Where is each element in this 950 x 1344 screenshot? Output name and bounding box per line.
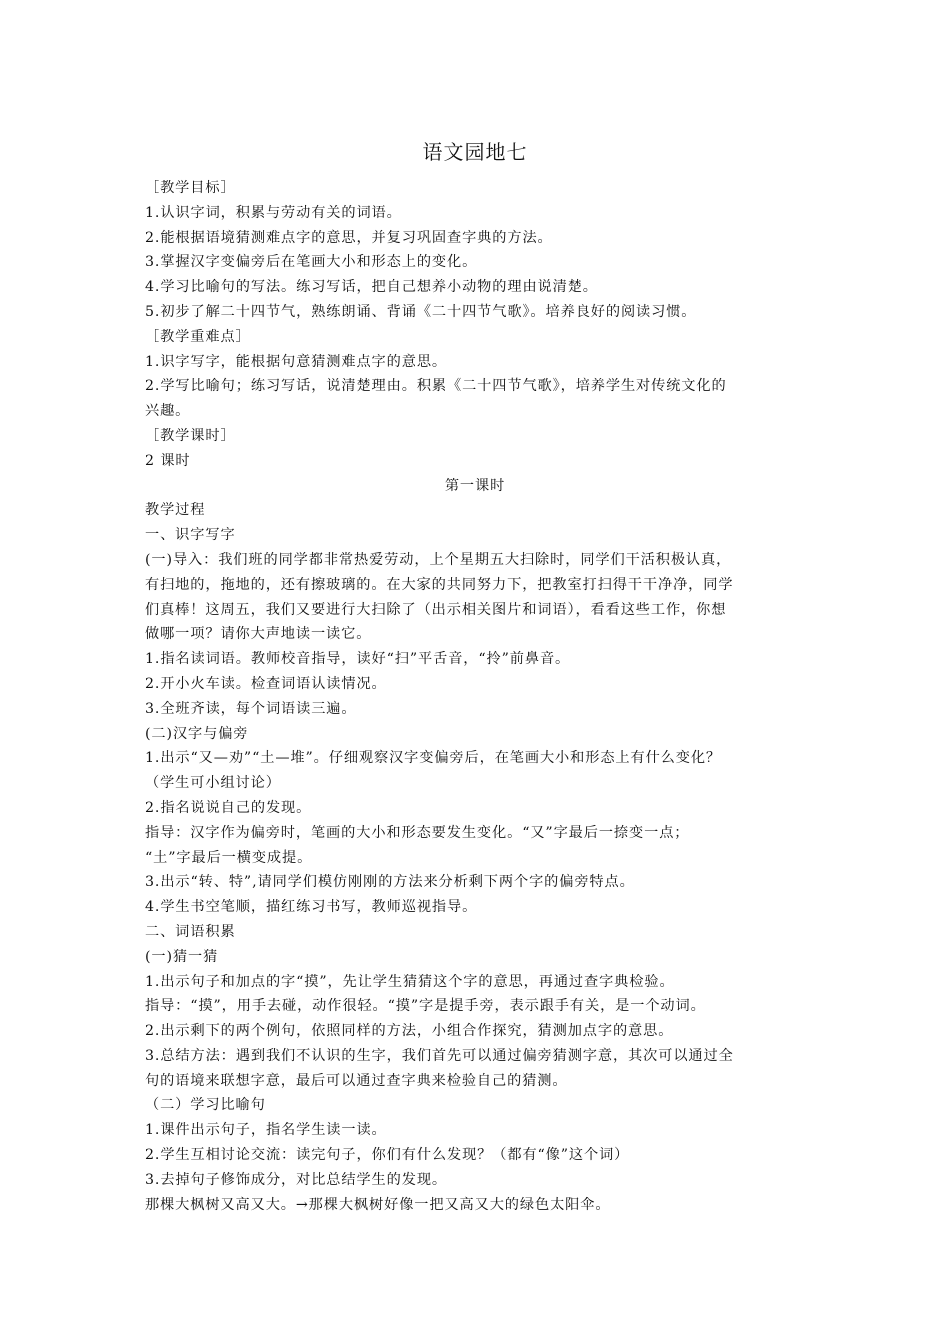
step-item: 1.出示“又—劝”“土—堆”。仔细观察汉字变偏旁后，在笔画大小和形态上有什么变化？ (145, 750, 722, 767)
step-item: 3.出示“转、特”,请同学们模仿刚刚的方法来分析剩下两个字的偏旁特点。 (145, 874, 635, 891)
process-heading: 教学过程 (145, 502, 206, 519)
guidance-line: 指导：汉字作为偏旁时，笔画的大小和形态要发生变化。“又”字最后一捺变一点； (145, 824, 690, 841)
key-point-item: 1.识字写字，能根据句意猜测难点字的意思。 (145, 353, 448, 370)
section-heading-teaching-goals: ［教学目标］ (145, 180, 236, 196)
paragraph-line: 们真棒！这周五，我们又要进行大扫除了（出示相关图片和词语），看看这些工作，你想 (145, 601, 727, 618)
goal-item: 4.学习比喻句的写法。练习写话，把自己想养小动物的理由说清楚。 (145, 279, 598, 296)
step-item: 3.总结方法：遇到我们不认识的生字，我们首先可以通过偏旁猜测字意，其次可以通过全 (145, 1047, 734, 1064)
step-item: 3.去掉句子修饰成分，对比总结学生的发现。 (145, 1171, 448, 1188)
step-item-continued: 句的语境来联想字意，最后可以通过查字典来检验自己的猜测。 (145, 1072, 568, 1089)
guidance-line: 指导：“摸”，用手去碰，动作很轻。“摸”字是提手旁，表示跟手有关，是一个动词。 (145, 998, 706, 1015)
document-title: 语文园地七 (422, 140, 528, 164)
step-item-continued: （学生可小组讨论） (145, 775, 281, 792)
step-item: 3.全班齐读，每个词语读三遍。 (145, 700, 357, 717)
part-heading: 一、识字写字 (145, 527, 236, 544)
section-heading-class-hours: ［教学课时］ (145, 427, 236, 444)
goal-item: 3.掌握汉字变偏旁后在笔画大小和形态上的变化。 (145, 254, 478, 271)
section-heading-key-points: ［教学重难点］ (145, 328, 251, 345)
step-item: 2.开小火车读。检查词语认读情况。 (145, 675, 387, 692)
document-body (145, 176, 825, 1217)
class-hours-value: 2 课时 (145, 452, 191, 469)
step-item: 1.指名读词语。教师校音指导，读好“扫”平舌音，“拎”前鼻音。 (145, 651, 571, 668)
key-point-item-continued: 兴趣。 (145, 403, 191, 420)
paragraph-line: 做哪一项？请你大声地读一读它。 (145, 626, 372, 643)
step-item: 2.指名说说自己的发现。 (145, 799, 312, 816)
guidance-line: “土”字最后一横变成提。 (145, 849, 313, 866)
step-item: 2.学生互相讨论交流：读完句子，你们有什么发现？（都有“像”这个词） (145, 1147, 630, 1164)
goal-item: 2.能根据语境猜测难点字的意思，并复习巩固查字典的方法。 (145, 229, 553, 246)
step-item: 1.课件出示句子，指名学生读一读。 (145, 1122, 387, 1139)
subsection-heading: (一)猜一猜 (145, 948, 219, 965)
goal-item: 1.认识字词，积累与劳动有关的词语。 (145, 204, 402, 221)
step-item: 1.出示句子和加点的字“摸”，先让学生猜猜这个字的意思，再通过查字典检验。 (145, 973, 675, 990)
paragraph-line: (一)导入：我们班的同学都非常热爱劳动，上个星期五大扫除时，同学们干活积极认真， (145, 551, 732, 568)
example-sentence: 那棵大枫树又高又大。→那棵大枫树好像一把又高又大的绿色太阳伞。 (145, 1196, 611, 1213)
subsection-heading: (二)汉字与偏旁 (145, 725, 249, 742)
lesson-heading: 第一课时 (444, 477, 506, 494)
step-item: 2.出示剩下的两个例句，依照同样的方法，小组合作探究，猜测加点字的意思。 (145, 1023, 674, 1040)
key-point-item: 2.学写比喻句；练习写话，说清楚理由。积累《二十四节气歌》，培养学生对传统文化的 (145, 378, 727, 395)
part-heading: 二、词语积累 (145, 923, 236, 940)
step-item: 4.学生书空笔顺，描红练习书写，教师巡视指导。 (145, 899, 478, 916)
subsection-heading: （二）学习比喻句 (145, 1097, 266, 1114)
goal-item: 5.初步了解二十四节气，熟练朗诵、背诵《二十四节气歌》。培养良好的阅读习惯。 (145, 303, 697, 320)
paragraph-line: 有扫地的，拖地的，还有擦玻璃的。在大家的共同努力下，把教室打扫得干干净净，同学 (145, 576, 734, 593)
